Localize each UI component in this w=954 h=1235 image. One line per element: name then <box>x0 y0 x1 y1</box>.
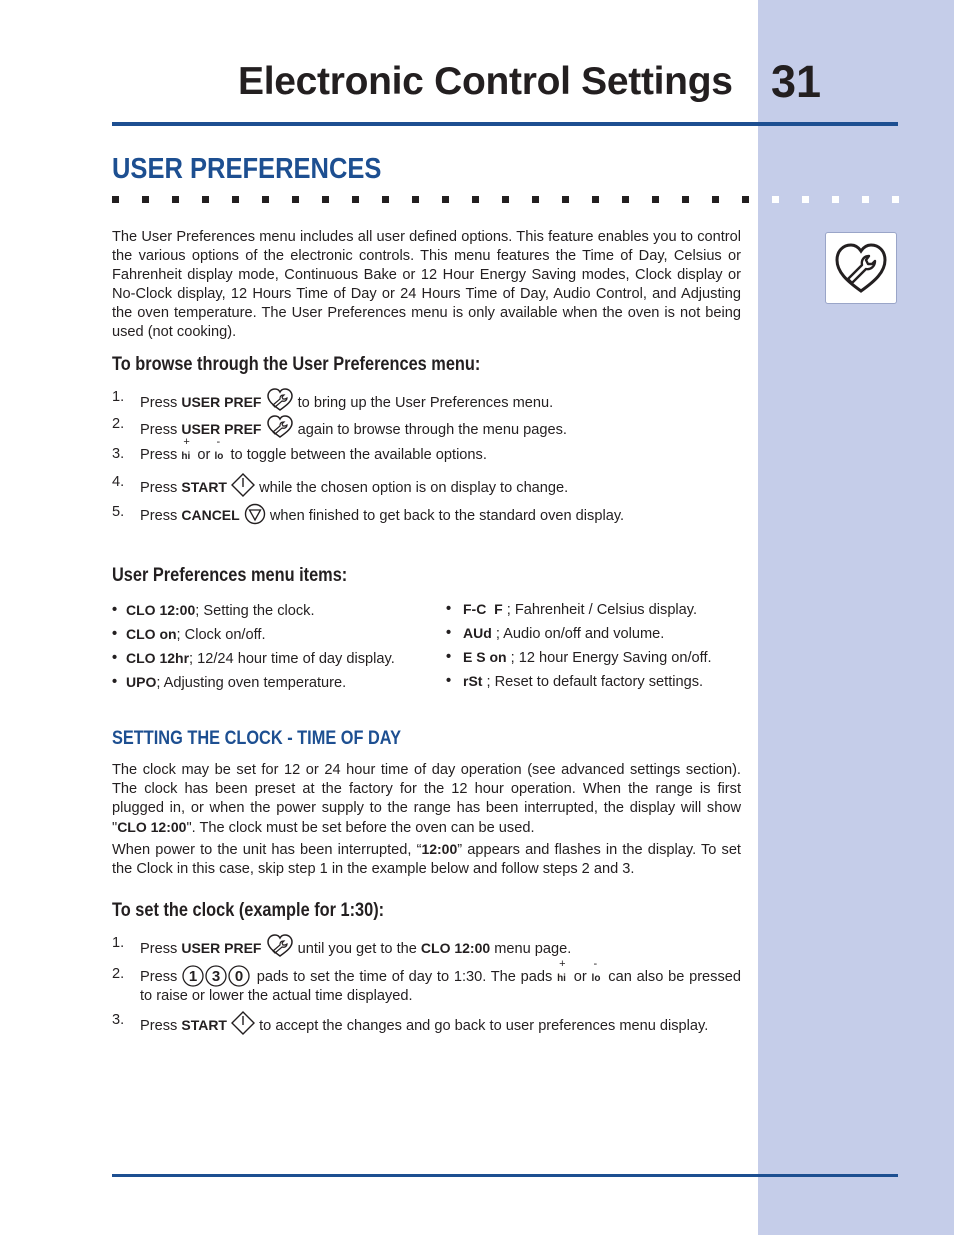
hi-key: + hi <box>181 445 193 459</box>
divider-dot <box>412 196 419 203</box>
divider-dot <box>532 196 539 203</box>
dotted-divider <box>112 196 902 206</box>
wrench-heart-icon <box>266 415 294 439</box>
sidebar-band <box>758 0 954 1235</box>
digit-0: 0 <box>234 968 244 985</box>
divider-dot <box>892 196 899 203</box>
minus-sign: - <box>216 436 221 448</box>
list-item: • CLO 12hr; 12/24 hour time of day display. <box>112 650 395 667</box>
divider-dot <box>622 196 629 203</box>
menu-items-left <box>112 599 395 695</box>
divider-dot <box>172 196 179 203</box>
lo-key: - lo <box>591 958 601 984</box>
list-item: • E S on ; 12 hour Energy Saving on/off. <box>446 649 712 666</box>
divider-dot <box>322 196 329 203</box>
plus-sign: + <box>183 436 190 448</box>
step-number: 5. <box>112 504 125 520</box>
footer-rule <box>112 1174 898 1177</box>
list-item: • CLO 12:00; Setting the clock. <box>112 602 315 619</box>
intro-paragraph: The User Preferences menu includes all user defined options. This feature enables you to control the various options of the electronic controls. This menu features the Time of Day, Celsius or Fahrenheit display mode, Continuous Bake or 12 Hour Energy Saving modes, Clock display or No-Clock display, 12 Hours Time of Day or 24 Hours Time of Day, Audio Control, and Adjusting the oven temperature. The User Preferences menu is only available when the oven is not being used (not cooking). <box>112 229 741 340</box>
step-text: Press <box>140 422 182 438</box>
divider-dot <box>292 196 299 203</box>
divider-dot <box>772 196 779 203</box>
menu-items-heading: User Preferences menu items: <box>112 565 348 586</box>
start-key: START <box>181 479 227 495</box>
page-number: 31 <box>771 56 822 107</box>
divider-dot <box>562 196 569 203</box>
step-text: to toggle between the available options. <box>226 447 487 463</box>
clock-section-heading: SETTING THE CLOCK - TIME OF DAY <box>112 728 401 749</box>
divider-dot <box>712 196 719 203</box>
step-text: Press <box>140 508 182 524</box>
wrench-heart-icon <box>266 934 294 958</box>
step-text: while the chosen option is on display to change. <box>255 480 569 496</box>
divider-dot <box>592 196 599 203</box>
list-item: • AUd ; Audio on/off and volume. <box>446 625 665 642</box>
divider-dot <box>832 196 839 203</box>
clock-paragraph-2: When power to the unit has been interrupted, “12:00” appears and flashes in the display. To set the Clock in this case, skip step 1 in the example below and follow steps 2 and 3. <box>112 841 741 877</box>
cancel-circle-icon <box>244 503 266 525</box>
step-number: 1. <box>112 935 125 951</box>
digit-1: 1 <box>188 968 198 985</box>
digit-3: 3 <box>211 968 221 985</box>
step-text: Press <box>140 395 182 411</box>
start-diamond-icon <box>231 1011 255 1035</box>
start-diamond-icon <box>231 473 255 497</box>
step-text: again to browse through the menu pages. <box>293 422 567 438</box>
step-number: 1. <box>112 389 125 405</box>
start-key: START <box>181 1017 227 1033</box>
step-text: or <box>193 447 215 463</box>
step-number: 2. <box>112 416 125 432</box>
divider-dot <box>652 196 659 203</box>
user-pref-key: USER PREF <box>181 421 262 437</box>
step-number: 3. <box>112 1012 125 1028</box>
step-text: when finished to get back to the standard oven display. <box>265 508 625 524</box>
divider-dot <box>442 196 449 203</box>
section-title: USER PREFERENCES <box>112 153 382 185</box>
divider-dot <box>142 196 149 203</box>
divider-dot <box>742 196 749 203</box>
step-text: to bring up the User Preferences menu. <box>293 395 554 411</box>
hi-key: + hi <box>557 958 566 984</box>
step-text: Press <box>140 447 182 463</box>
user-pref-key: USER PREF <box>181 394 262 410</box>
header-rule <box>112 122 898 126</box>
wrench-heart-icon <box>832 239 890 297</box>
wrench-heart-icon <box>266 388 294 412</box>
divider-dot <box>232 196 239 203</box>
divider-dot <box>862 196 869 203</box>
divider-dot <box>502 196 509 203</box>
divider-dot <box>202 196 209 203</box>
clock-example-heading: To set the clock (example for 1:30): <box>112 900 385 921</box>
divider-dot <box>382 196 389 203</box>
divider-dot <box>262 196 269 203</box>
user-pref-key: USER PREF <box>181 940 262 956</box>
list-item: • rSt ; Reset to default factory settings. <box>446 673 704 690</box>
divider-dot <box>472 196 479 203</box>
step-number: 2. <box>112 966 125 982</box>
menu-items-right <box>446 598 712 694</box>
step-text: Press <box>140 480 182 496</box>
user-pref-icon-box <box>825 232 897 304</box>
cancel-key: CANCEL <box>181 507 240 523</box>
divider-dot <box>682 196 689 203</box>
step-number: 3. <box>112 446 125 462</box>
divider-dot <box>352 196 359 203</box>
divider-dot <box>112 196 119 203</box>
list-item: • UPO; Adjusting oven temperature. <box>112 674 347 691</box>
list-item: • F-C F ; Fahrenheit / Celsius display. <box>446 601 698 618</box>
divider-dot <box>802 196 809 203</box>
clock-paragraph-1: The clock may be set for 12 or 24 hour time of day operation (see advanced settings section). The clock has been preset at the factory for the 12 hour operation. When the range is first plugged in, or when the power supply to the range has been interrupted, the display will show "CLO 12:00". The clock must be set before the oven can be used. <box>112 762 741 836</box>
browse-heading: To browse through the User Preferences menu: <box>112 354 481 375</box>
lo-key: - lo <box>214 445 226 459</box>
list-item: • CLO on; Clock on/off. <box>112 626 266 643</box>
number-pads-icon <box>182 965 252 987</box>
page-title: Electronic Control Settings <box>238 60 733 103</box>
step-number: 4. <box>112 474 125 490</box>
